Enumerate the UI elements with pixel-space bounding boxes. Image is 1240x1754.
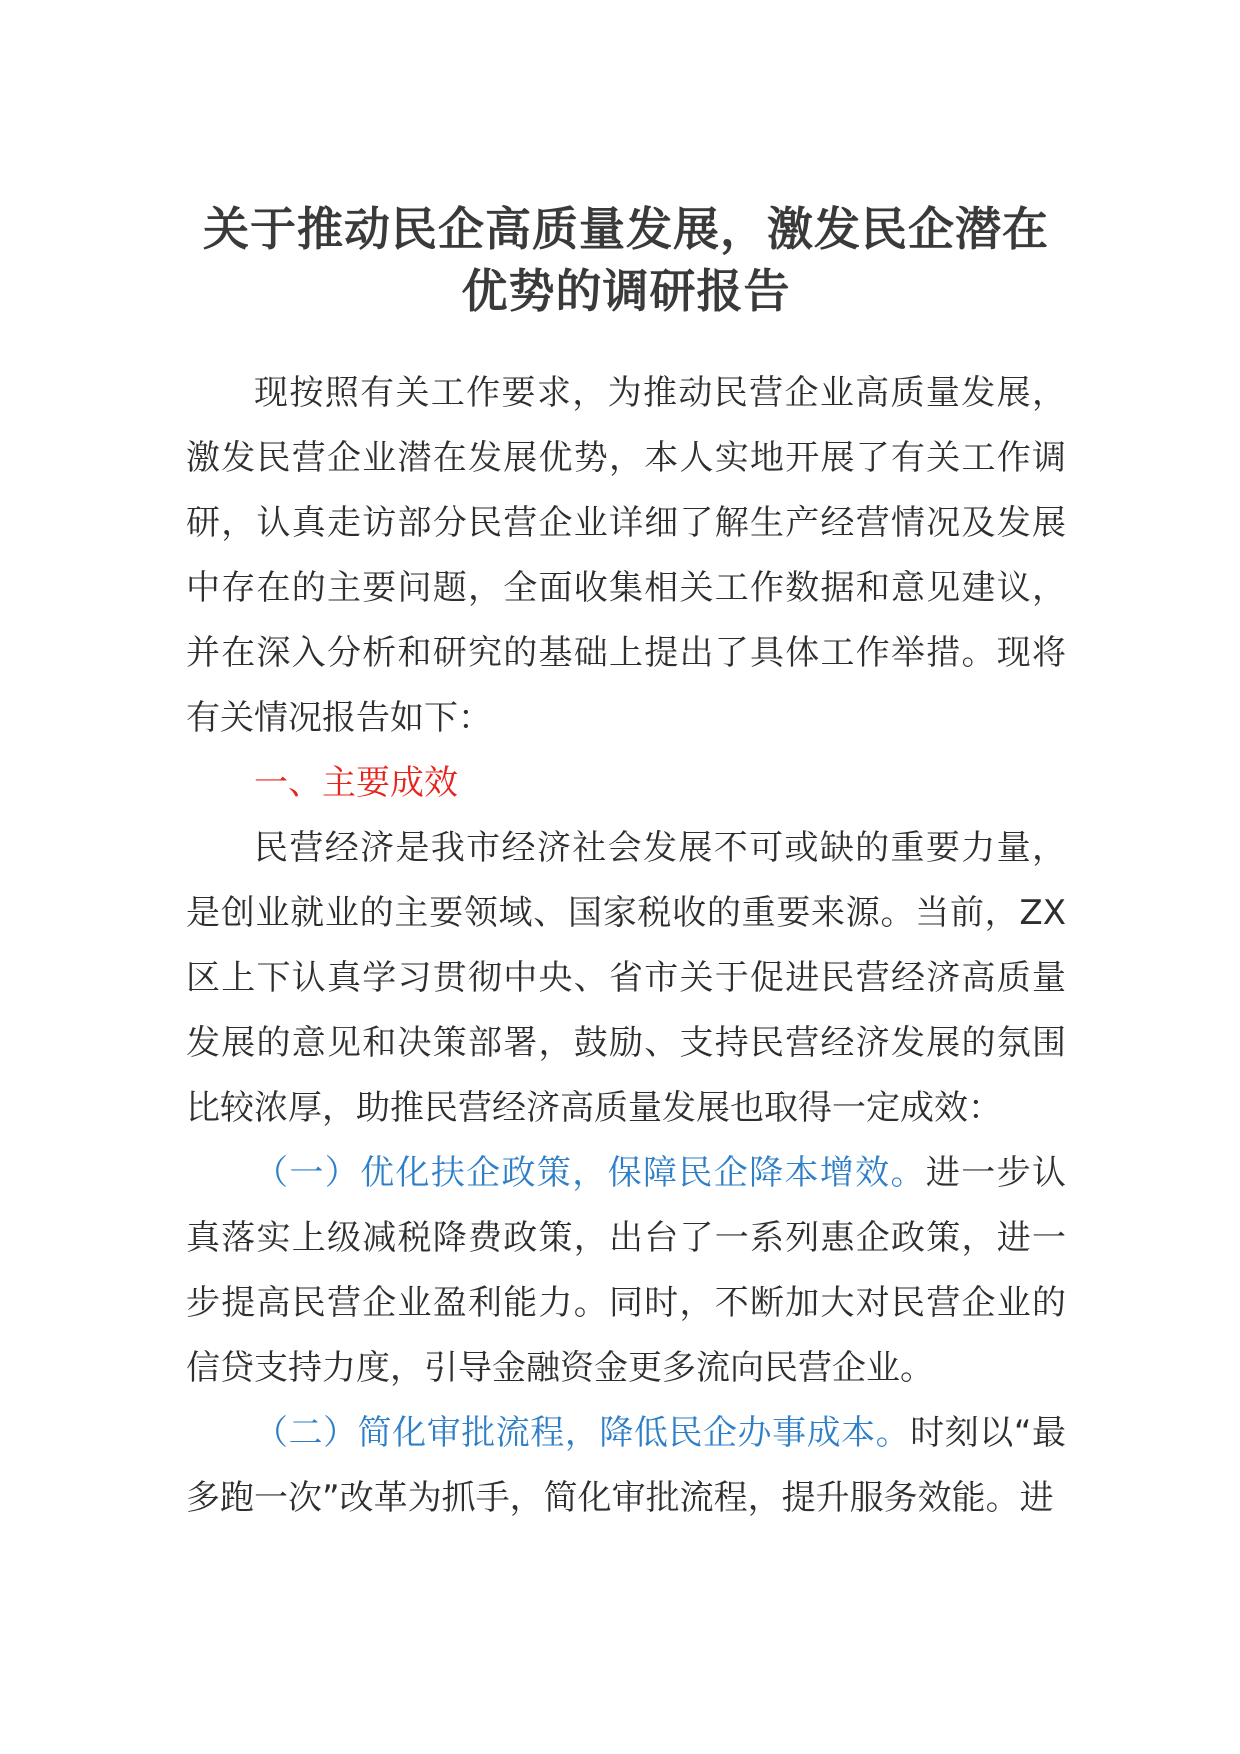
- section-paragraph: 民营经济是我市经济社会发展不可或缺的重要力量，是创业就业的主要领域、国家税收的重要来源。当前，ZX区上下认真学习贯彻中央、省市关于促进民营经济高质量发展的意见和决策部署，鼓励、支持民营经济发展的氛围比较浓厚，助推民营经济高质量发展也取得一定成效：: [186, 828, 1066, 1128]
- sub-heading: （一）优化扶企政策，保障民企降本增效。: [254, 1153, 926, 1193]
- intro-paragraph: 现按照有关工作要求，为推动民营企业高质量发展，激发民营企业潜在发展优势，本人实地开展了有关工作调研，认真走访部分民营企业详细了解生产经营情况及发展中存在的主要问题，全面收集相关工作数据和意见建议，并在深入分析和研究的基础上提出了具体工作举措。现将有关情况报告如下：: [186, 373, 1066, 738]
- document-body: [186, 361, 1066, 1531]
- sub-text: 进一步认真落实上级减税降费政策，出台了一系列惠企政策，进一步提高民营企业盈利能力。同时，不断加大对民营企业的信贷支持力度，引导金融资金更多流向民营企业。: [186, 1153, 1067, 1388]
- list-item: [186, 1401, 1066, 1531]
- document-title: 关于推动民企高质量发展，激发民企潜在优势的调研报告: [203, 202, 1049, 318]
- list-item: [186, 1141, 1066, 1401]
- section-heading-main-achievements: 一、主要成效: [254, 763, 458, 803]
- sub-text: 时刻以“最多跑一次”改革为抓手，简化审批流程，提升服务效能。进: [186, 1413, 1067, 1518]
- sub-heading: （二）简化审批流程，降低民企办事成本。: [254, 1413, 911, 1453]
